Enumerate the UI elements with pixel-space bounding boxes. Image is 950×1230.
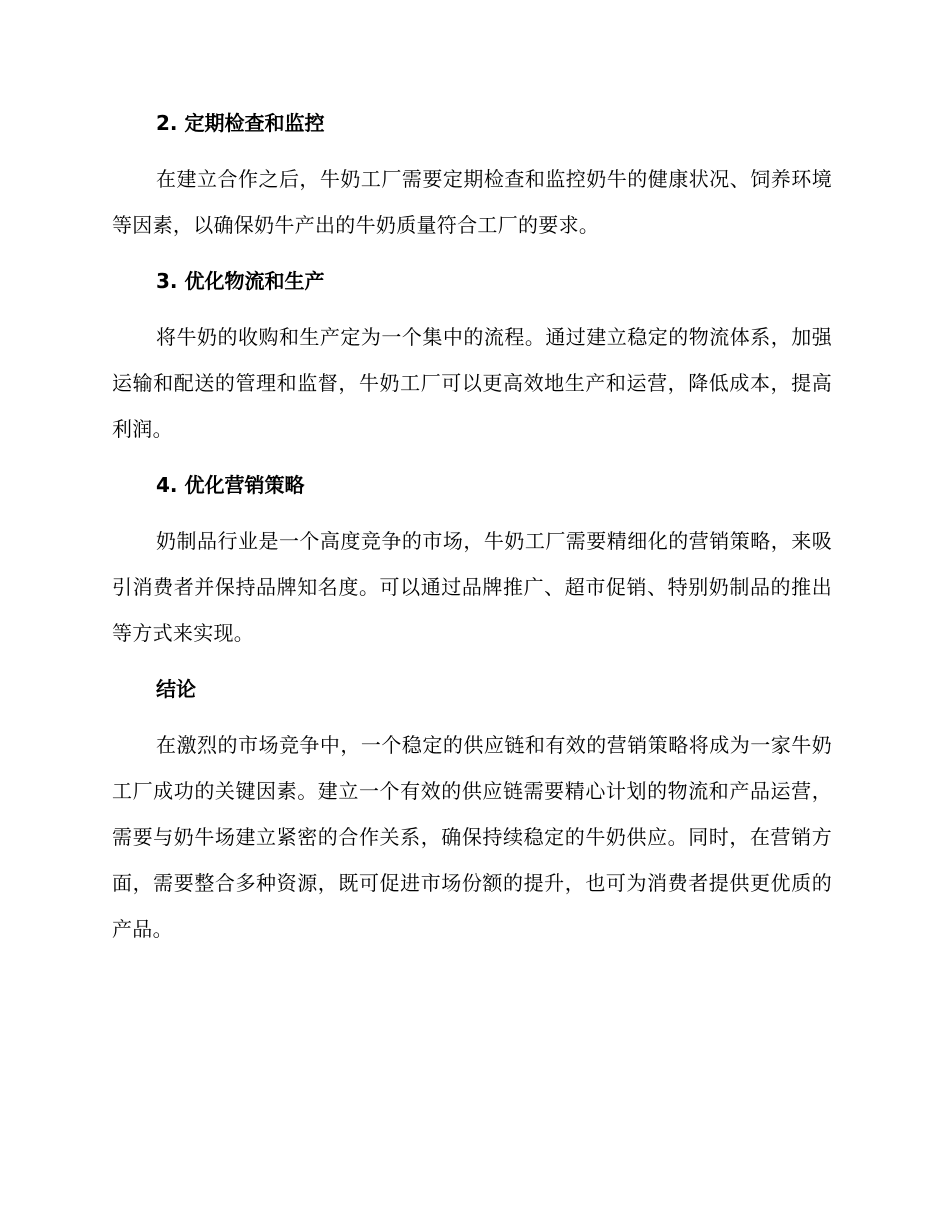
section-heading-conclusion: 结论 [156, 677, 196, 701]
section-body-marketing: 奶制品行业是一个高度竞争的市场，牛奶工厂需要精细化的营销策略，来吸引消费者并保持品牌知名度。可以通过品牌推广、超市促销、特别奶制品的推出等方式来实现。 [112, 529, 832, 645]
section-body-conclusion: 在激烈的市场竞争中，一个稳定的供应链和有效的营销策略将成为一家牛奶工厂成功的关键因素。建立一个有效的供应链需要精心计划的物流和产品运营，需要与奶牛场建立紧密的合作关系，确保持续稳定的牛奶供应。同时，在营销方面，需要整合多种资源，既可促进市场份额的提升，也可为消费者提供更优质的产品。 [112, 733, 832, 941]
section-heading-inspection: 2. 定期检查和监控 [156, 111, 325, 135]
section-body-logistics: 将牛奶的收购和生产定为一个集中的流程。通过建立稳定的物流体系，加强运输和配送的管理和监督，牛奶工厂可以更高效地生产和运营，降低成本，提高利润。 [112, 325, 832, 441]
section-heading-marketing: 4. 优化营销策略 [156, 473, 305, 497]
document-page [112, 108, 832, 970]
section-body-inspection: 在建立合作之后，牛奶工厂需要定期检查和监控奶牛的健康状况、饲养环境等因素，以确保奶牛产出的牛奶质量符合工厂的要求。 [112, 167, 832, 237]
section-heading-logistics: 3. 优化物流和生产 [156, 269, 325, 293]
